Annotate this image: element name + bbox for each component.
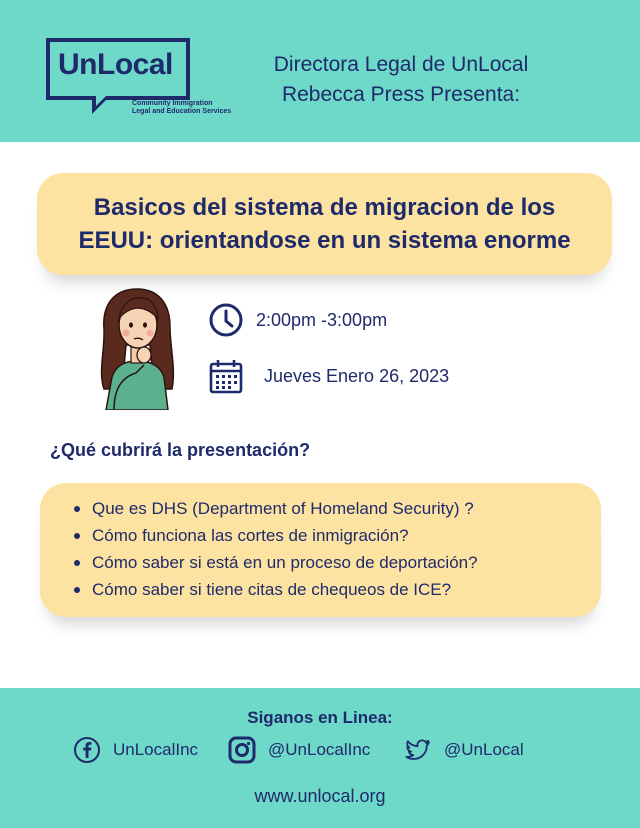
twitter-handle: @UnLocal: [444, 740, 524, 759]
logo-bubble-tail-inner: [96, 96, 106, 106]
logo-wordmark: UnLocal: [58, 48, 173, 81]
event-title-card: [37, 173, 612, 275]
coverage-item: Que es DHS (Department of Homeland Security) ?: [92, 495, 601, 522]
event-time-row: [208, 302, 387, 338]
event-title-line2: EEUU: orientandose en un sistema enorme: [78, 227, 571, 254]
clock-icon: [208, 302, 244, 338]
instagram-handle: @UnLocalInc: [268, 740, 371, 759]
website-link[interactable]: www.unlocal.org: [254, 786, 386, 806]
logo-subtitle-line1: Community Immigration: [132, 100, 213, 107]
social-instagram[interactable]: [228, 736, 370, 764]
thinking-girl-illustration: [92, 285, 182, 410]
coverage-item: Cómo funciona las cortes de inmigración?: [92, 522, 601, 549]
event-title-line1: Basicos del sistema de migracion de los: [93, 194, 556, 221]
presenter-heading-line1: Directora Legal de UnLocal: [273, 53, 529, 76]
logo-subtitle-line2: Legal and Education Services: [132, 108, 232, 115]
event-date-row: [208, 358, 449, 394]
facebook-icon: [73, 736, 101, 764]
presenter-heading-line2: Rebecca Press Presenta:: [281, 83, 521, 106]
social-twitter[interactable]: [404, 736, 524, 764]
calendar-icon: [208, 358, 244, 394]
unlocal-logo: [46, 38, 246, 118]
logo-subtitle: [132, 100, 231, 116]
follow-heading: Siganos en Linea:: [247, 708, 393, 727]
header-banner: [0, 0, 640, 142]
event-time: 2:00pm -3:00pm: [256, 309, 388, 330]
twitter-icon: [404, 736, 432, 764]
footer-banner: [0, 688, 640, 828]
coverage-item: Cómo saber si está en un proceso de deportación?: [92, 549, 601, 576]
presenter-heading: [246, 50, 556, 110]
coverage-item: Cómo saber si tiene citas de chequeos de ICE?: [92, 576, 601, 603]
instagram-icon: [228, 736, 256, 764]
facebook-handle: UnLocalInc: [113, 740, 199, 759]
coverage-card: [40, 483, 601, 617]
event-date: Jueves Enero 26, 2023: [264, 365, 450, 386]
coverage-heading: ¿Qué cubrirá la presentación?: [50, 440, 311, 460]
social-facebook[interactable]: [73, 736, 198, 764]
coverage-list: [92, 495, 601, 603]
event-title: [78, 191, 570, 257]
